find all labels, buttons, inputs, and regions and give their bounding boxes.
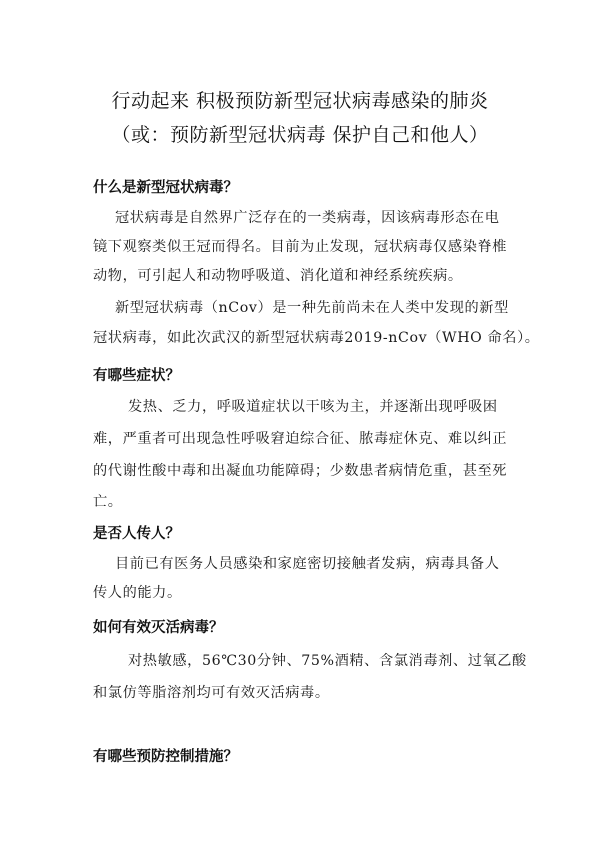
paragraph-line: 传人的能力。	[93, 585, 182, 601]
paragraph-line: 和氯仿等脂溶剂均可有效灭活病毒。	[93, 685, 330, 701]
title-line-1: 行动起来 积极预防新型冠状病毒感染的肺炎	[111, 90, 489, 112]
paragraph-line: 新型冠状病毒（nCov）是一种先前尚未在人类中发现的新型	[115, 300, 509, 316]
paragraph-line: 对热敏感，56℃30分钟、75%酒精、含氯消毒剂、过氧乙酸	[128, 653, 527, 669]
paragraph-line: 发热、乏力，呼吸道症状以干咳为主，并逐渐出现呼吸困	[128, 399, 498, 415]
section-heading-inactivation: 如何有效灭活病毒？	[93, 620, 224, 636]
paragraph-line: 目前已有医务人员感染和家庭密切接触者发病，病毒具备人	[115, 556, 500, 572]
paragraph-line: 冠状病毒是自然界广泛存在的一类病毒，因该病毒形态在电	[115, 210, 500, 226]
paragraph-line: 镜下观察类似王冠而得名。目前为止发现，冠状病毒仅感染脊椎	[93, 239, 508, 255]
paragraph-line: 动物，可引起人和动物呼吸道、消化道和神经系统疾病。	[93, 268, 463, 284]
section-heading-what-is-virus: 什么是新型冠状病毒？	[93, 180, 238, 196]
section-heading-human-transmission: 是否人传人？	[93, 526, 180, 542]
paragraph-line: 的代谢性酸中毒和出凝血功能障碍；少数患者病情危重，甚至死	[93, 463, 508, 479]
section-heading-symptoms: 有哪些症状？	[93, 368, 180, 384]
title-line-2: （或：预防新型冠状病毒 保护自己和他人）	[111, 124, 489, 146]
paragraph-line: 难，严重者可出现急性呼吸窘迫综合征、脓毒症休克、难以纠正	[93, 431, 508, 447]
paragraph-line: 亡。	[93, 494, 123, 510]
paragraph-line: 冠状病毒，如此次武汉的新型冠状病毒2019-nCov（WHO 命名）。	[93, 330, 540, 346]
section-heading-prevention: 有哪些预防控制措施？	[93, 749, 238, 765]
